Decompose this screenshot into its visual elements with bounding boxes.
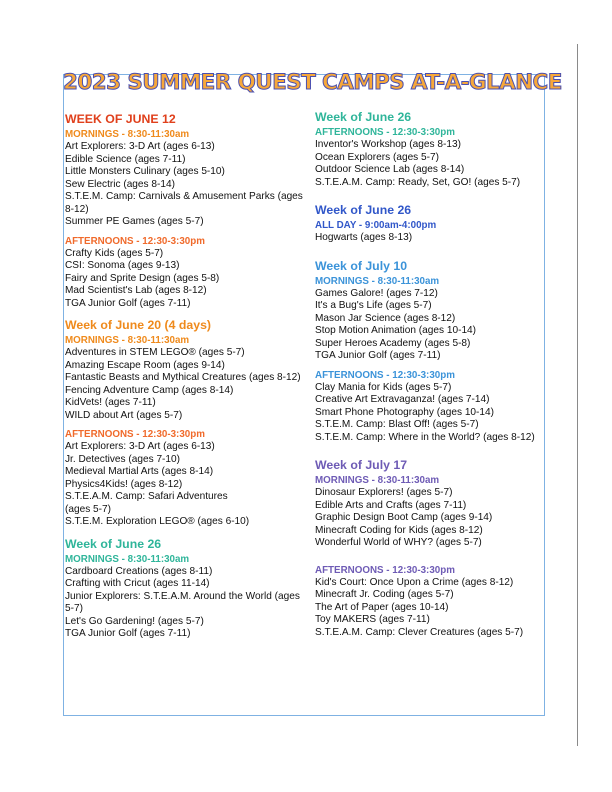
week-june-20	[65, 318, 305, 529]
camp-item: S.T.E.A.M. Camp: Clever Creatures (ages 5-7)	[315, 626, 524, 638]
camp-item: Mason Jar Science (ages 8-12)	[315, 312, 456, 324]
camp-item: Let's Go Gardening! (ages 5-7)	[65, 615, 204, 627]
camp-item: Cardboard Creations (ages 8-11)	[65, 565, 213, 577]
week-june-26-mornings	[65, 537, 305, 641]
camp-item: Minecraft Jr. Coding (ages 5-7)	[315, 589, 454, 600]
right-column	[315, 110, 545, 639]
camp-item: S.T.E.M. Camp: Blast Off! (ages 5-7)	[315, 419, 479, 430]
camp-item: KidVets! (ages 7-11)	[65, 397, 156, 408]
camp-item: Art Explorers: 3-D Art (ages 6-13)	[65, 141, 215, 152]
camp-item: Creative Art Extravaganza! (ages 7-14)	[315, 394, 490, 405]
camp-item: TGA Junior Golf (ages 7-11)	[65, 628, 191, 639]
week-june-12	[65, 112, 305, 310]
camp-item: S.T.E.M. Exploration LEGO® (ages 6-10)	[65, 516, 250, 527]
session-time: ALL DAY - 9:00am-4:00pm	[315, 220, 437, 231]
week-heading: Week of July 17	[315, 458, 408, 472]
camp-item: Wonderful World of WHY? (ages 5-7)	[315, 537, 482, 548]
camp-item: Hogwarts (ages 8-13)	[315, 232, 413, 243]
camp-item: Crafting with Cricut (ages 11-14)	[65, 578, 210, 589]
camp-item: Physics4Kids! (ages 8-12)	[65, 478, 183, 490]
camp-item: Stop Motion Animation (ages 10-14)	[315, 325, 477, 336]
camp-item: Games Galore! (ages 7-12)	[315, 287, 438, 299]
week-july-17	[315, 458, 545, 639]
camp-item: Little Monsters Culinary (ages 5-10)	[65, 166, 225, 177]
camp-item: TGA Junior Golf (ages 7-11)	[65, 297, 191, 309]
session-time: AFTERNOONS - 12:30-3:30pm	[315, 564, 455, 576]
camp-item: Inventor's Workshop (ages 8-13)	[315, 139, 461, 150]
camp-item: Summer PE Games (ages 5-7)	[65, 216, 204, 227]
week-heading: Week of June 20 (4 days)	[65, 318, 212, 332]
camp-item: Fairy and Sprite Design (ages 5-8)	[65, 272, 220, 284]
camp-item: Toy MAKERS (ages 7-11)	[315, 614, 430, 625]
camp-item: S.T.E.A.M. Camp: Safari Adventures	[65, 491, 228, 502]
camp-item: Art Explorers: 3-D Art (ages 6-13)	[65, 441, 215, 452]
week-heading: Week of June 26	[315, 110, 412, 124]
camp-item: Crafty Kids (ages 5-7)	[65, 247, 164, 259]
session-time: AFTERNOONS - 12:30-3:30pm	[65, 429, 205, 440]
camp-item: Clay Mania for Kids (ages 5-7)	[315, 381, 452, 393]
session-time: MORNINGS - 8:30-11:30am	[65, 553, 190, 565]
week-heading: WEEK OF JUNE 12	[65, 112, 176, 126]
camp-item: Fencing Adventure Camp (ages 8-14)	[65, 384, 234, 396]
page-title: 2023 SUMMER QUEST CAMPS AT-A-GLANCE	[63, 70, 562, 95]
camp-item: Jr. Detectives (ages 7-10)	[65, 453, 181, 465]
camp-item: Minecraft Coding for Kids (ages 8-12)	[315, 524, 483, 536]
camp-item: Super Heroes Academy (ages 5-8)	[315, 337, 471, 349]
week-june-26-afternoons	[315, 110, 545, 189]
camp-item: Ocean Explorers (ages 5-7)	[315, 151, 439, 163]
camp-item: Graphic Design Boot Camp (ages 9-14)	[315, 512, 493, 523]
week-june-26-all-day	[315, 203, 545, 245]
session-time: AFTERNOONS - 12:30-3:30pm	[315, 369, 455, 381]
camp-item: Fantastic Beasts and Mythical Creatures (ages 8-12)	[65, 372, 301, 383]
camp-item: Amazing Escape Room (ages 9-14)	[65, 359, 225, 371]
camp-item: Medieval Martial Arts (ages 8-14)	[65, 466, 214, 477]
camp-item: (ages 5-7)	[65, 503, 112, 515]
week-heading: Week of June 26	[65, 536, 162, 551]
camp-item: Sew Electric (ages 8-14)	[65, 178, 175, 190]
camp-item: Edible Arts and Crafts (ages 7-11)	[315, 499, 467, 511]
camp-item: It's a Bug's Life (ages 5-7)	[315, 300, 432, 311]
camp-item: Adventures in STEM LEGO® (ages 5-7)	[65, 347, 245, 358]
session-time: MORNINGS - 8:30-11:30am	[315, 475, 440, 486]
camp-item: WILD about Art (ages 5-7)	[65, 409, 183, 421]
camp-item: Dinosaur Explorers! (ages 5-7)	[315, 487, 453, 498]
week-heading: Week of June 26	[315, 203, 412, 217]
camp-item: S.T.E.A.M. Camp: Ready, Set, GO! (ages 5-7)	[315, 176, 521, 188]
camp-item: Mad Scientist's Lab (ages 8-12)	[65, 285, 207, 296]
session-time: MORNINGS - 8:30-11:30am	[65, 129, 190, 140]
camp-item: TGA Junior Golf (ages 7-11)	[315, 350, 441, 361]
session-time: AFTERNOONS - 12:30-3:30pm	[315, 127, 455, 138]
camp-item: Outdoor Science Lab (ages 8-14)	[315, 164, 465, 175]
page-edge-rule	[577, 44, 578, 746]
camp-item: Smart Phone Photography (ages 10-14)	[315, 406, 494, 418]
week-july-10	[315, 259, 545, 445]
session-time: MORNINGS - 8:30-11:30am	[315, 275, 440, 287]
camp-item: Junior Explorers: S.T.E.A.M. Around the World (ages 5-7)	[65, 590, 300, 614]
left-column	[65, 112, 305, 641]
session-time: AFTERNOONS - 12:30-3:30pm	[65, 235, 205, 247]
camp-item: CSI: Sonoma (ages 9-13)	[65, 260, 180, 271]
camp-item: S.T.E.M. Camp: Carnivals & Amusement Parks (ages 8-12)	[65, 191, 303, 215]
week-heading: Week of July 10	[315, 258, 408, 273]
camp-item: The Art of Paper (ages 10-14)	[315, 601, 449, 613]
camp-item: Kid's Court: Once Upon a Crime (ages 8-12)	[315, 576, 514, 588]
camp-item: S.T.E.M. Camp: Where in the World? (ages 8-12)	[315, 431, 535, 443]
camp-item: Edible Science (ages 7-11)	[65, 153, 186, 165]
session-time: MORNINGS - 8:30-11:30am	[65, 335, 190, 346]
